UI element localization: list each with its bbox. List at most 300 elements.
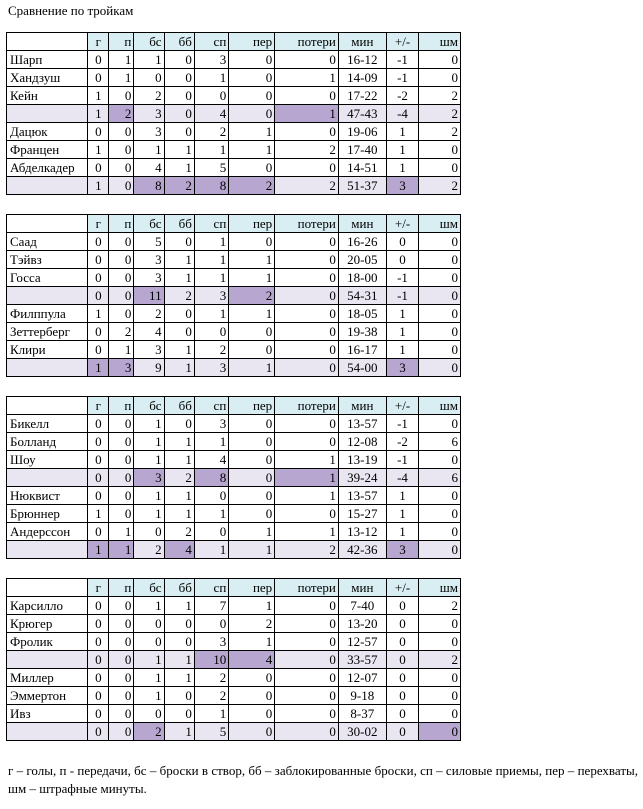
column-header: п — [109, 215, 134, 233]
total-cell: 0 — [419, 359, 461, 377]
stat-cell: 3 — [194, 51, 228, 69]
total-label — [7, 359, 88, 377]
total-cell: 1 — [229, 541, 275, 559]
stat-cell: 2 — [275, 141, 339, 159]
stat-cell: 0 — [229, 51, 275, 69]
stat-cell: 0 — [419, 705, 461, 723]
stat-cell: 1 — [164, 487, 194, 505]
line-table-3 — [6, 396, 461, 559]
total-label — [7, 177, 88, 195]
stat-cell: 0 — [419, 451, 461, 469]
player-row — [7, 323, 461, 341]
total-cell: 5 — [194, 723, 228, 741]
stat-cell: 0 — [386, 633, 418, 651]
stat-cell: 3 — [134, 251, 164, 269]
stat-cell: 13-12 — [338, 523, 386, 541]
stat-cell: 0 — [88, 159, 109, 177]
total-cell: 0 — [109, 651, 134, 669]
player-name: Болланд — [7, 433, 88, 451]
header-corner — [7, 33, 88, 51]
stat-cell: 3 — [194, 633, 228, 651]
stat-cell: 0 — [275, 433, 339, 451]
stat-cell: 0 — [275, 305, 339, 323]
stat-cell: 1 — [229, 141, 275, 159]
stat-cell: 0 — [88, 615, 109, 633]
stat-cell: 0 — [386, 687, 418, 705]
total-row — [7, 541, 461, 559]
stat-cell: 4 — [134, 323, 164, 341]
stat-cell: 1 — [88, 141, 109, 159]
stat-cell: 2 — [194, 669, 228, 687]
stat-cell: 1 — [164, 269, 194, 287]
player-row — [7, 123, 461, 141]
column-header: г — [88, 33, 109, 51]
stat-cell: 1 — [386, 141, 418, 159]
stat-cell: 1 — [134, 141, 164, 159]
column-header: шм — [419, 397, 461, 415]
stat-cell: 1 — [88, 505, 109, 523]
stat-cell: 0 — [419, 487, 461, 505]
stat-cell: 1 — [134, 487, 164, 505]
stat-cell: 0 — [134, 633, 164, 651]
stat-cell: 1 — [229, 251, 275, 269]
stat-cell: 0 — [88, 51, 109, 69]
total-row — [7, 359, 461, 377]
line-table-4 — [6, 578, 461, 741]
column-header: г — [88, 579, 109, 597]
stat-cell: 0 — [419, 269, 461, 287]
column-header: п — [109, 397, 134, 415]
header-corner — [7, 397, 88, 415]
player-name: Ивз — [7, 705, 88, 723]
stat-cell: 4 — [134, 159, 164, 177]
stat-cell: 0 — [109, 141, 134, 159]
column-header: сп — [194, 215, 228, 233]
stat-cell: 18-00 — [338, 269, 386, 287]
player-row — [7, 305, 461, 323]
player-row — [7, 159, 461, 177]
stat-cell: 1 — [194, 141, 228, 159]
column-header: шм — [419, 215, 461, 233]
total-cell: 0 — [419, 287, 461, 305]
player-name: Клири — [7, 341, 88, 359]
stat-cell: 0 — [109, 451, 134, 469]
stat-cell: 0 — [229, 159, 275, 177]
total-cell: 8 — [194, 469, 228, 487]
stat-cell: 1 — [194, 269, 228, 287]
total-cell: 1 — [109, 541, 134, 559]
stat-cell: 1 — [88, 305, 109, 323]
stat-cell: 2 — [194, 687, 228, 705]
stat-cell: 1 — [134, 687, 164, 705]
stat-cell: 0 — [194, 487, 228, 505]
stat-cell: 17-22 — [338, 87, 386, 105]
player-row — [7, 705, 461, 723]
stat-cell: 0 — [419, 341, 461, 359]
stat-cell: 0 — [88, 341, 109, 359]
stat-cell: 1 — [134, 669, 164, 687]
total-row — [7, 469, 461, 487]
total-cell: 0 — [229, 105, 275, 123]
stat-cell: 0 — [88, 451, 109, 469]
total-cell: 4 — [194, 105, 228, 123]
total-row — [7, 651, 461, 669]
player-row — [7, 523, 461, 541]
stat-cell: 3 — [134, 269, 164, 287]
stat-cell: 0 — [134, 69, 164, 87]
stat-cell: 0 — [164, 323, 194, 341]
stat-cell: 0 — [275, 123, 339, 141]
total-cell: 1 — [134, 651, 164, 669]
stat-cell: 0 — [275, 51, 339, 69]
stat-cell: 0 — [109, 669, 134, 687]
header-row — [7, 579, 461, 597]
header-row — [7, 215, 461, 233]
player-row — [7, 597, 461, 615]
column-header: бб — [164, 397, 194, 415]
player-row — [7, 341, 461, 359]
stat-cell: 16-12 — [338, 51, 386, 69]
total-row — [7, 177, 461, 195]
total-cell: 39-24 — [338, 469, 386, 487]
total-cell: 0 — [88, 651, 109, 669]
stat-cell: 0 — [164, 51, 194, 69]
stat-cell: 1 — [109, 69, 134, 87]
total-cell: 0 — [419, 541, 461, 559]
total-cell: 0 — [419, 723, 461, 741]
column-header: шм — [419, 579, 461, 597]
total-cell: 0 — [229, 469, 275, 487]
stat-cell: 1 — [194, 433, 228, 451]
total-cell: 54-00 — [338, 359, 386, 377]
player-row — [7, 615, 461, 633]
stat-cell: 0 — [109, 233, 134, 251]
total-cell: 11 — [134, 287, 164, 305]
total-cell: 8 — [134, 177, 164, 195]
stat-cell: 1 — [109, 341, 134, 359]
stat-cell: 0 — [109, 505, 134, 523]
stat-cell: 0 — [134, 615, 164, 633]
stat-cell: 0 — [419, 687, 461, 705]
stat-cell: 0 — [275, 597, 339, 615]
stat-cell: 0 — [386, 251, 418, 269]
total-cell: 1 — [275, 469, 339, 487]
total-cell: 1 — [88, 359, 109, 377]
player-name: Госса — [7, 269, 88, 287]
stat-cell: 13-57 — [338, 415, 386, 433]
stat-cell: 0 — [229, 451, 275, 469]
stat-cell: 0 — [419, 141, 461, 159]
total-cell: 2 — [275, 177, 339, 195]
stat-cell: 1 — [164, 433, 194, 451]
stat-cell: 1 — [275, 487, 339, 505]
stat-cell: 0 — [275, 251, 339, 269]
stat-cell: 0 — [419, 69, 461, 87]
total-cell: 0 — [88, 723, 109, 741]
stat-cell: 0 — [419, 633, 461, 651]
stat-cell: 0 — [386, 669, 418, 687]
total-cell: 0 — [109, 469, 134, 487]
stat-cell: 19-38 — [338, 323, 386, 341]
column-header: +/- — [386, 397, 418, 415]
header-corner — [7, 579, 88, 597]
total-cell: 54-31 — [338, 287, 386, 305]
stat-cell: 0 — [275, 323, 339, 341]
stat-cell: 0 — [109, 687, 134, 705]
stat-cell: 1 — [134, 51, 164, 69]
player-name: Карсилло — [7, 597, 88, 615]
stat-cell: 0 — [109, 487, 134, 505]
column-header: бб — [164, 215, 194, 233]
stat-cell: 0 — [419, 415, 461, 433]
player-name: Андерссон — [7, 523, 88, 541]
stat-cell: 0 — [419, 523, 461, 541]
total-cell: 2 — [134, 723, 164, 741]
total-cell: 2 — [419, 651, 461, 669]
stat-cell: 0 — [229, 69, 275, 87]
stat-cell: 0 — [109, 615, 134, 633]
stat-cell: 0 — [386, 233, 418, 251]
stat-cell: 0 — [275, 415, 339, 433]
player-name: Крюгер — [7, 615, 88, 633]
stat-cell: 0 — [88, 597, 109, 615]
stat-cell: 0 — [164, 123, 194, 141]
total-cell: 30-02 — [338, 723, 386, 741]
total-cell: 4 — [229, 651, 275, 669]
player-row — [7, 251, 461, 269]
stat-cell: 16-17 — [338, 341, 386, 359]
stat-cell: 0 — [134, 705, 164, 723]
stat-cell: 1 — [229, 305, 275, 323]
stat-cell: 13-20 — [338, 615, 386, 633]
player-name: Шоу — [7, 451, 88, 469]
stat-cell: 0 — [88, 669, 109, 687]
stat-cell: 0 — [275, 269, 339, 287]
player-name: Брюннер — [7, 505, 88, 523]
total-cell: 47-43 — [338, 105, 386, 123]
stat-cell: 0 — [386, 705, 418, 723]
stat-cell: 0 — [88, 69, 109, 87]
stat-cell: 18-05 — [338, 305, 386, 323]
column-header: сп — [194, 579, 228, 597]
stat-cell: 1 — [134, 433, 164, 451]
stat-cell: 0 — [109, 415, 134, 433]
stat-cell: 1 — [164, 451, 194, 469]
total-cell: 3 — [386, 359, 418, 377]
total-row — [7, 723, 461, 741]
column-header: бб — [164, 579, 194, 597]
stat-cell: 0 — [109, 87, 134, 105]
stat-cell: 1 — [194, 233, 228, 251]
stat-cell: 1 — [386, 123, 418, 141]
player-row — [7, 69, 461, 87]
stat-cell: 1 — [229, 123, 275, 141]
total-cell: 0 — [275, 651, 339, 669]
stat-cell: 2 — [419, 597, 461, 615]
column-header: шм — [419, 33, 461, 51]
stat-cell: 3 — [134, 341, 164, 359]
stat-cell: 0 — [109, 269, 134, 287]
stat-cell: 0 — [164, 615, 194, 633]
total-cell: 0 — [275, 723, 339, 741]
stat-cell: 0 — [88, 523, 109, 541]
total-cell: 3 — [386, 177, 418, 195]
stat-cell: -2 — [386, 433, 418, 451]
stat-cell: 1 — [194, 505, 228, 523]
player-name: Хандзуш — [7, 69, 88, 87]
total-cell: 1 — [194, 541, 228, 559]
stat-cell: 2 — [109, 323, 134, 341]
stat-cell: 1 — [134, 451, 164, 469]
stat-cell: 1 — [164, 141, 194, 159]
stat-cell: 0 — [229, 415, 275, 433]
stat-cell: -1 — [386, 269, 418, 287]
stat-cell: 8-37 — [338, 705, 386, 723]
total-cell: 0 — [109, 723, 134, 741]
stat-cell: 0 — [109, 705, 134, 723]
column-header: г — [88, 215, 109, 233]
total-cell: 33-57 — [338, 651, 386, 669]
stat-cell: 0 — [88, 415, 109, 433]
stat-cell: 1 — [386, 305, 418, 323]
stat-cell: 14-09 — [338, 69, 386, 87]
player-name: Эммертон — [7, 687, 88, 705]
stat-cell: 0 — [229, 341, 275, 359]
total-label — [7, 651, 88, 669]
column-header: бс — [134, 397, 164, 415]
stat-cell: 5 — [194, 159, 228, 177]
stat-cell: 0 — [88, 433, 109, 451]
total-cell: 51-37 — [338, 177, 386, 195]
stat-cell: 0 — [164, 415, 194, 433]
stat-cell: 0 — [386, 615, 418, 633]
stat-cell: 0 — [419, 51, 461, 69]
stat-cell: 0 — [229, 705, 275, 723]
legend-text: г – голы, п - передачи, бс – броски в створ, бб – заблокированные броски, сп – силовые приемы, пер – перехваты, шм – штрафные минуты. — [8, 763, 638, 796]
stat-cell: 0 — [419, 615, 461, 633]
stat-cell: 2 — [229, 615, 275, 633]
stat-cell: 2 — [194, 341, 228, 359]
column-header: бб — [164, 33, 194, 51]
player-row — [7, 269, 461, 287]
line-table-1 — [6, 32, 461, 195]
stat-cell: 0 — [164, 69, 194, 87]
stat-cell: 0 — [109, 123, 134, 141]
stat-cell: 0 — [88, 687, 109, 705]
stat-cell: 0 — [275, 669, 339, 687]
stat-cell: 1 — [386, 487, 418, 505]
stat-cell: 2 — [419, 87, 461, 105]
total-cell: 2 — [229, 177, 275, 195]
column-header: бс — [134, 579, 164, 597]
stat-cell: 0 — [194, 323, 228, 341]
column-header: +/- — [386, 215, 418, 233]
stat-cell: 1 — [134, 505, 164, 523]
stat-cell: 1 — [229, 523, 275, 541]
stat-cell: 0 — [229, 323, 275, 341]
total-label — [7, 723, 88, 741]
stat-cell: 0 — [164, 687, 194, 705]
stat-cell: 0 — [88, 323, 109, 341]
stat-cell: 0 — [194, 615, 228, 633]
total-cell: 9 — [134, 359, 164, 377]
stat-cell: 1 — [275, 451, 339, 469]
column-header: пер — [229, 33, 275, 51]
stat-cell: 0 — [275, 341, 339, 359]
player-name: Францен — [7, 141, 88, 159]
stat-cell: 0 — [419, 505, 461, 523]
total-cell: 2 — [229, 287, 275, 305]
player-row — [7, 233, 461, 251]
total-label — [7, 105, 88, 123]
stat-cell: 1 — [164, 597, 194, 615]
column-header: пер — [229, 397, 275, 415]
player-name: Саад — [7, 233, 88, 251]
stat-cell: 12-08 — [338, 433, 386, 451]
column-header: сп — [194, 397, 228, 415]
total-cell: 0 — [88, 469, 109, 487]
total-cell: 0 — [229, 723, 275, 741]
stat-cell: 0 — [88, 487, 109, 505]
player-row — [7, 433, 461, 451]
player-name: Миллер — [7, 669, 88, 687]
stat-cell: 1 — [275, 523, 339, 541]
player-name: Абделкадер — [7, 159, 88, 177]
player-name: Зеттерберг — [7, 323, 88, 341]
total-cell: 1 — [88, 541, 109, 559]
total-cell: 2 — [109, 105, 134, 123]
stat-cell: 0 — [88, 123, 109, 141]
stat-cell: 0 — [419, 305, 461, 323]
stat-cell: -1 — [386, 451, 418, 469]
stat-cell: 2 — [194, 123, 228, 141]
total-label — [7, 469, 88, 487]
stat-cell: 1 — [275, 69, 339, 87]
column-header: потери — [275, 215, 339, 233]
total-cell: 1 — [229, 359, 275, 377]
stat-cell: 9-18 — [338, 687, 386, 705]
stat-cell: -1 — [386, 51, 418, 69]
stat-cell: 1 — [164, 251, 194, 269]
stat-cell: -1 — [386, 69, 418, 87]
column-header: потери — [275, 579, 339, 597]
total-cell: -1 — [386, 287, 418, 305]
stat-cell: 0 — [275, 233, 339, 251]
stat-cell: 1 — [109, 523, 134, 541]
stat-cell: 0 — [229, 87, 275, 105]
stat-cell: 2 — [164, 523, 194, 541]
stat-cell: 0 — [275, 705, 339, 723]
stat-cell: 2 — [134, 87, 164, 105]
column-header: пер — [229, 215, 275, 233]
stat-cell: 0 — [88, 233, 109, 251]
total-cell: 3 — [134, 469, 164, 487]
player-name: Фролик — [7, 633, 88, 651]
stat-cell: 20-05 — [338, 251, 386, 269]
stat-cell: 1 — [88, 87, 109, 105]
total-label — [7, 541, 88, 559]
stat-cell: 15-27 — [338, 505, 386, 523]
stat-cell: 1 — [194, 251, 228, 269]
player-name: Шарп — [7, 51, 88, 69]
stat-cell: 1 — [164, 505, 194, 523]
column-header: мин — [338, 579, 386, 597]
stat-cell: 0 — [229, 505, 275, 523]
stat-cell: 0 — [275, 633, 339, 651]
stat-cell: 3 — [194, 415, 228, 433]
column-header: бс — [134, 33, 164, 51]
total-cell: 8 — [194, 177, 228, 195]
